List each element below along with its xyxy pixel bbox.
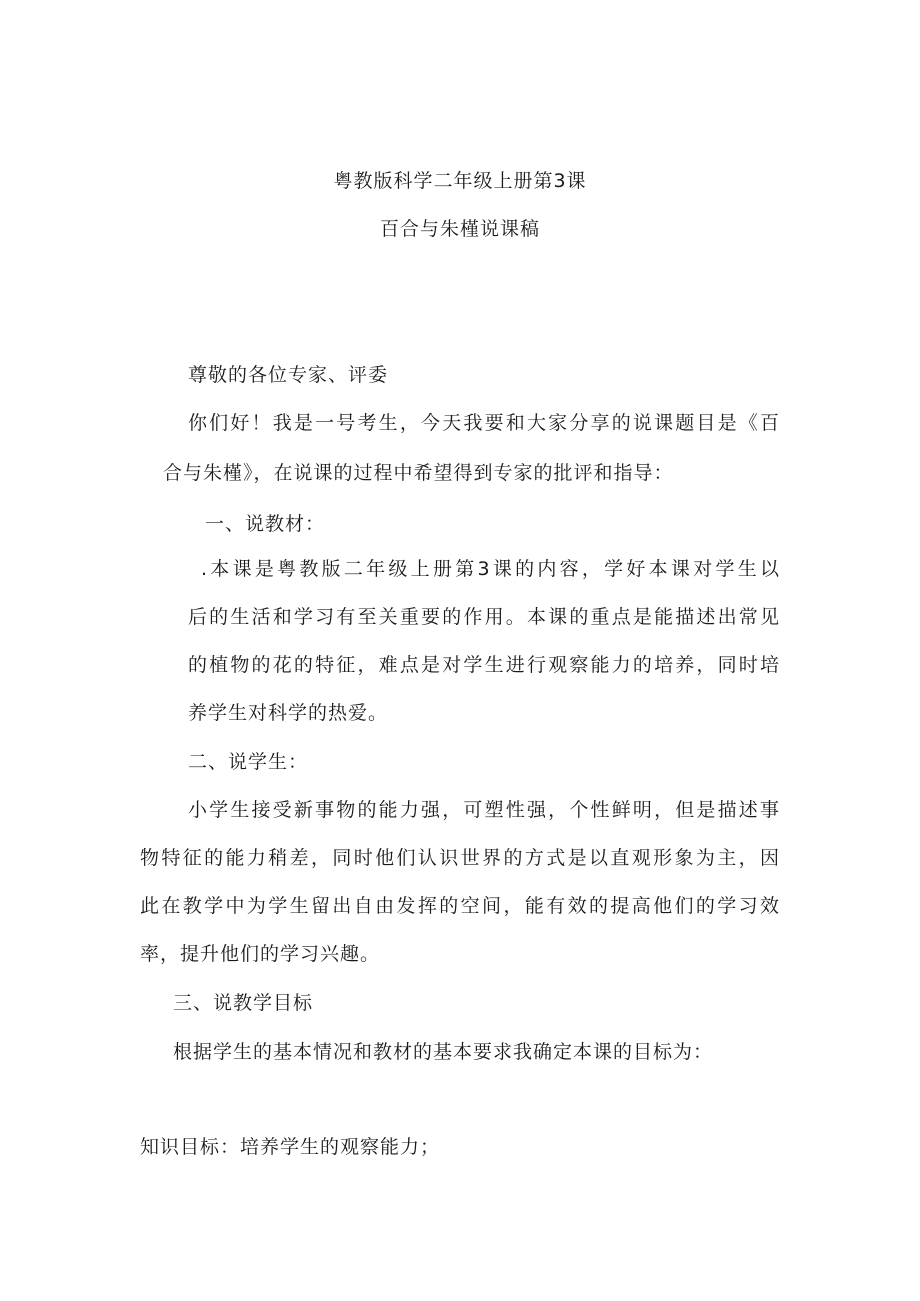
document-title: 粤教版科学二年级上册第3课 <box>333 170 587 192</box>
greeting: 尊敬的各位专家、评委 <box>188 364 389 386</box>
section-3-heading: 三、说教学目标 <box>173 992 314 1014</box>
section-1-line-3: 的植物的花的特征，难点是对学生进行观察能力的培养，同时培 <box>188 654 780 676</box>
section-3-intro: 根据学生的基本情况和教材的基本要求我确定本课的目标为： <box>173 1041 714 1063</box>
section-1-line-4: 养学生对科学的热爱。 <box>188 702 389 724</box>
section-1-heading: 一、说教材： <box>205 513 326 535</box>
document-subtitle: 百合与朱槿说课稿 <box>379 218 540 240</box>
knowledge-goal: 知识目标：培养学生的观察能力； <box>140 1136 441 1158</box>
section-2-line-3: 此在教学中为学生留出自由发挥的空间，能有效的提高他们的学习效 <box>140 895 780 917</box>
section-1-line-2: 后的生活和学习有至关重要的作用。本课的重点是能描述出常见 <box>188 606 780 628</box>
section-2-line-2: 物特征的能力稍差，同时他们认识世界的方式是以直观形象为主，因 <box>140 847 780 869</box>
section-2-line-4: 率，提升他们的学习兴趣。 <box>140 943 381 965</box>
intro-line-2: 合与朱槿》，在说课的过程中希望得到专家的批评和指导： <box>163 462 674 484</box>
intro-line-1: 你们好！我是一号考生，今天我要和大家分享的说课题目是《百 <box>188 412 780 434</box>
section-2-heading: 二、说学生： <box>188 751 309 773</box>
section-2-line-1: 小学生接受新事物的能力强，可塑性强，个性鲜明，但是描述事 <box>188 799 780 821</box>
section-1-line-1: .本课是粤教版二年级上册第3课的内容，学好本课对学生以 <box>201 558 780 580</box>
